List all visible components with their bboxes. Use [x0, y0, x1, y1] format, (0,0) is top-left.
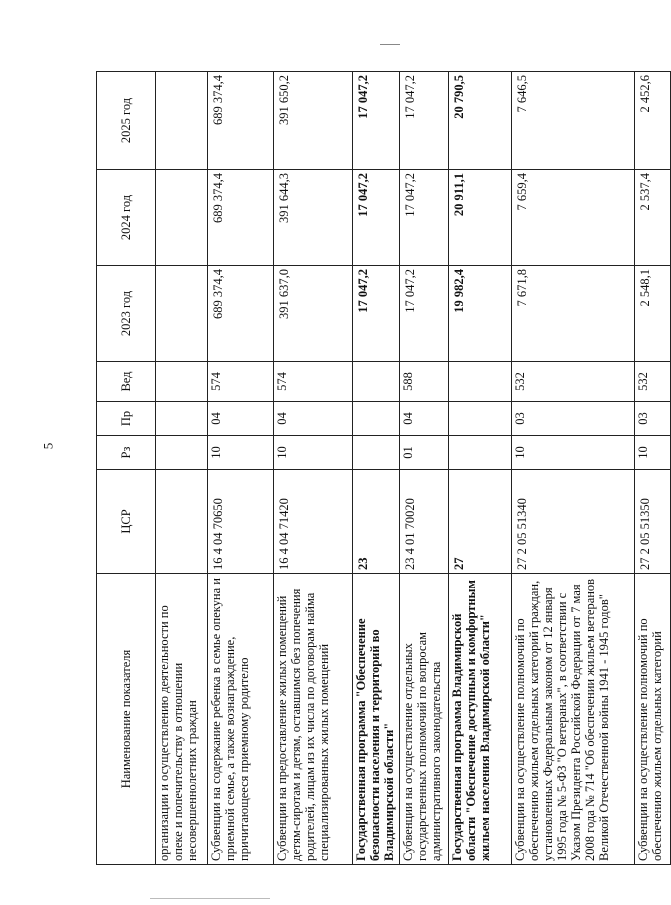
- row-csr: 16 4 04 71420: [274, 470, 353, 574]
- row-2025: [156, 72, 208, 170]
- row-pr: 04: [274, 402, 353, 436]
- row-rz: 10: [208, 436, 274, 470]
- scan-artifact-line: [380, 44, 400, 45]
- row-rz: 10: [512, 436, 635, 470]
- row-csr: 27 2 05 51340: [512, 470, 635, 574]
- table-row: [400, 72, 449, 865]
- row-2023: [156, 266, 208, 362]
- row-rz: [156, 436, 208, 470]
- row-pr: 03: [635, 402, 671, 436]
- row-ved: 532: [512, 362, 635, 402]
- row-pr: [353, 402, 400, 436]
- header-rz: Рз: [97, 436, 156, 470]
- row-2023: 7 671,8: [512, 266, 635, 362]
- row-2024: 7 659,4: [512, 170, 635, 266]
- page-number: 5: [40, 442, 56, 450]
- row-pr: [449, 402, 512, 436]
- row-pr: [156, 402, 208, 436]
- row-ved: 532: [635, 362, 671, 402]
- row-2023: 19 982,4: [449, 266, 512, 362]
- row-name: Государственная программа "Обеспечение безопасности населения и территорий во Владимирской области": [353, 574, 400, 865]
- table-row: [512, 72, 635, 865]
- row-name: Субвенции на осуществление полномочий по обеспечению жильем отдельных категорий граждан, установленных Федеральным законом от 12 января 1995 года № 5-ФЗ "О ветеранах", в соответствии с Указом Президента Российской Федерации от 7 мая 2008 года № 714 "Об обеспечении жильем ветеранов Великой Отечественной войны 1941 - 1945 годов": [512, 574, 635, 865]
- row-2023: 391 637,0: [274, 266, 353, 362]
- row-2023: 2 548,1: [635, 266, 671, 362]
- row-2025: 689 374,4: [208, 72, 274, 170]
- header-2024: 2024 год: [97, 170, 156, 266]
- table-row: [274, 72, 353, 865]
- row-csr: 27 2 05 51350: [635, 470, 671, 574]
- row-pr: 04: [208, 402, 274, 436]
- row-ved: [449, 362, 512, 402]
- row-2024: 689 374,4: [208, 170, 274, 266]
- row-ved: 588: [400, 362, 449, 402]
- row-name: Субвенции на содержание ребенка в семье опекуна и приемной семье, а также вознаграждение, причитающееся приемному родителю: [208, 574, 274, 865]
- row-2025: 17 047,2: [400, 72, 449, 170]
- header-2023: 2023 год: [97, 266, 156, 362]
- row-name: Субвенции на осуществление отдельных государственных полномочий по вопросам административного законодательства: [400, 574, 449, 865]
- rotated-page-content: [96, 72, 664, 865]
- header-2025: 2025 год: [97, 72, 156, 170]
- header-name: Наименование показателя: [97, 574, 156, 865]
- table-row: [635, 72, 671, 865]
- scan-artifact-line: [150, 898, 270, 899]
- row-2024: 391 644,3: [274, 170, 353, 266]
- row-name: Субвенции на предоставление жилых помещений детям-сиротам и детям, оставшимся без попечения родителей, лицам из их числа по договорам найма специализированных жилых помещений: [274, 574, 353, 865]
- row-csr: 27: [449, 470, 512, 574]
- row-csr: 23 4 01 70020: [400, 470, 449, 574]
- budget-table: [96, 71, 671, 865]
- row-2025: 20 790,5: [449, 72, 512, 170]
- row-pr: 03: [512, 402, 635, 436]
- header-ved: Вед: [97, 362, 156, 402]
- row-ved: [156, 362, 208, 402]
- row-name: Субвенции на осуществление полномочий по обеспечению жильем отдельных категорий: [635, 574, 671, 865]
- row-2025: 7 646,5: [512, 72, 635, 170]
- row-rz: 10: [274, 436, 353, 470]
- row-2025: 391 650,2: [274, 72, 353, 170]
- row-2024: [156, 170, 208, 266]
- row-csr: 23: [353, 470, 400, 574]
- row-rz: 10: [635, 436, 671, 470]
- row-2023: 17 047,2: [400, 266, 449, 362]
- table-header-row: [97, 72, 156, 865]
- table-row: [208, 72, 274, 865]
- row-2024: 17 047,2: [400, 170, 449, 266]
- table-row: [353, 72, 400, 865]
- row-rz: 01: [400, 436, 449, 470]
- row-ved: 574: [208, 362, 274, 402]
- row-csr: 16 4 04 70650: [208, 470, 274, 574]
- row-ved: [353, 362, 400, 402]
- row-2025: 2 452,6: [635, 72, 671, 170]
- row-csr: [156, 470, 208, 574]
- row-rz: [353, 436, 400, 470]
- row-rz: [449, 436, 512, 470]
- row-2024: 17 047,2: [353, 170, 400, 266]
- row-2023: 689 374,4: [208, 266, 274, 362]
- table-row: [449, 72, 512, 865]
- header-csr: ЦСР: [97, 470, 156, 574]
- row-name: организации и осуществлению деятельности по опеке и попечительству в отношении несовершеннолетних граждан: [156, 574, 208, 865]
- row-ved: 574: [274, 362, 353, 402]
- row-pr: 04: [400, 402, 449, 436]
- row-2025: 17 047,2: [353, 72, 400, 170]
- table-row: [156, 72, 208, 865]
- row-2024: 2 537,4: [635, 170, 671, 266]
- row-2023: 17 047,2: [353, 266, 400, 362]
- row-name: Государственная программа Владимирской области "Обеспечение доступным и комфортным жильем населения Владимирской области": [449, 574, 512, 865]
- header-pr: Пр: [97, 402, 156, 436]
- row-2024: 20 911,1: [449, 170, 512, 266]
